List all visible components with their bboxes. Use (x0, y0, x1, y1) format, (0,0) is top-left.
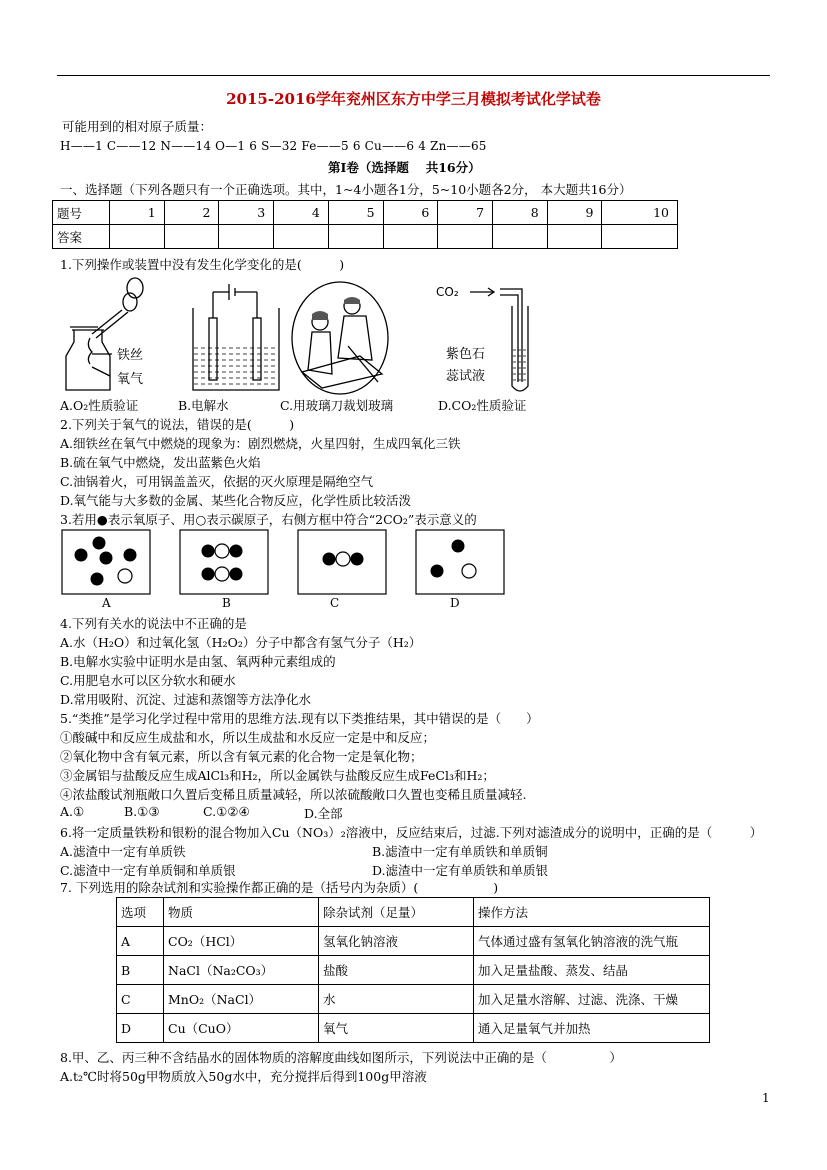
q5-option-b[interactable]: B.①③ (124, 804, 160, 819)
q6-option-b[interactable]: B.滤渣中一定有单质铁和单质铜 (372, 844, 548, 859)
q8-option-a[interactable]: A.t₂℃时将50g甲物质放入50g水中，充分搅拌后得到100g甲溶液 (60, 1069, 427, 1084)
answer-table-number: 2 (164, 201, 219, 225)
q7-cell: 氧气 (319, 1014, 474, 1043)
glass-cutting-figure (290, 280, 390, 398)
q5-option-d[interactable]: D.全部 (304, 806, 343, 821)
litmus-label-line1: 紫色石 (446, 347, 486, 362)
answer-cell[interactable] (438, 225, 493, 249)
q7-table (116, 897, 710, 1043)
answer-table-number: 4 (274, 201, 329, 225)
q7-cell: 气体通过盛有氢氧化钠溶液的洗气瓶 (474, 927, 710, 956)
molecule-box-b (202, 544, 243, 581)
q7-cell: MnO₂（NaCl） (164, 985, 319, 1014)
q5-item-4: ④浓盐酸试剂瓶敞口久置后变稀且质量减轻，所以浓硫酸敞口久置也变稀且质量减轻. (60, 787, 527, 802)
answer-table (52, 200, 678, 249)
answer-cell[interactable] (328, 225, 383, 249)
q1-option-c[interactable]: C.用玻璃刀裁划玻璃 (280, 398, 394, 413)
answer-table-number: 10 (602, 201, 678, 225)
q2-option-d[interactable]: D.氧气能与大多数的金属、某些化合物反应，化学性质比较活泼 (60, 493, 412, 508)
molecule-box-label-c[interactable]: C (330, 596, 340, 610)
q6-stem: 6.将一定质量铁粉和银粉的混合物加入Cu（NO₃）₂溶液中，反应结束后，过滤.下列对滤渣成分的说明中，正确的是（ ） (60, 825, 763, 840)
q7-header-substance: 物质 (164, 898, 319, 927)
molecule-box-d (431, 540, 477, 579)
q7-cell: 通入足量氧气并加热 (474, 1014, 710, 1043)
q5-option-c[interactable]: C.①②④ (203, 804, 250, 819)
q3-stem: 3.若用●表示氧原子、用○表示碳原子，右侧方框中符合“2CO₂”表示意义的 (60, 512, 477, 527)
q7-cell: 水 (319, 985, 474, 1014)
iron-wire-oxygen-figure (60, 272, 170, 397)
q5-option-a[interactable]: A.① (60, 804, 85, 819)
q7-cell: NaCl（Na₂CO₃） (164, 956, 319, 985)
page-title: 2015-2016学年兖州区东方中学三月模拟考试化学试卷 (226, 90, 601, 108)
q7-cell: CO₂（HCl） (164, 927, 319, 956)
atomic-mass-heading: 可能用到的相对原子质量： (62, 119, 213, 134)
q8-stem: 8.甲、乙、丙三种不含结晶水的固体物质的溶解度曲线如图所示，下列说法中正确的是（ ） (60, 1050, 622, 1065)
answer-cell[interactable] (274, 225, 329, 249)
q7-cell[interactable]: C (117, 985, 164, 1014)
q1-stem: 1.下列操作或装置中没有发生化学变化的是( ) (60, 257, 345, 272)
q7-cell: 加入足量水溶解、过滤、洗涤、干燥 (474, 985, 710, 1014)
answer-table-header-label: 题号 (53, 201, 110, 225)
co2-label: CO₂ (436, 285, 459, 299)
q7-cell: 氢氧化钠溶液 (319, 927, 474, 956)
q5-item-1: ①酸碱中和反应生成盐和水，所以生成盐和水反应一定是中和反应； (60, 730, 436, 745)
answer-table-answer-label: 答案 (53, 225, 110, 249)
answer-table-number: 5 (328, 201, 383, 225)
q1-option-d[interactable]: D.CO₂性质验证 (438, 398, 527, 413)
q4-option-d[interactable]: D.常用吸附、沉淀、过滤和蒸馏等方法净化水 (60, 692, 312, 707)
q7-header-option: 选项 (117, 898, 164, 927)
q4-option-c[interactable]: C.用肥皂水可以区分软水和硬水 (60, 673, 236, 688)
answer-cell[interactable] (602, 225, 678, 249)
answer-table-number: 8 (493, 201, 548, 225)
answer-cell[interactable] (164, 225, 219, 249)
oxygen-label: 氧气 (117, 372, 144, 387)
q1-option-b[interactable]: B.电解水 (178, 398, 229, 413)
q1-option-a[interactable]: A.O₂性质验证 (60, 398, 139, 413)
q7-cell: 加入足量盐酸、蒸发、结晶 (474, 956, 710, 985)
q7-stem: 7. 下列选用的除杂试剂和实验操作都正确的是（括号内为杂质）( ) (60, 880, 499, 895)
q6-option-d[interactable]: D.滤渣中一定有单质铁和单质银 (372, 863, 549, 878)
q2-option-c[interactable]: C.油锅着火，可用锅盖盖灭，依据的灭火原理是隔绝空气 (60, 474, 374, 489)
iron-wire-label: 铁丝 (117, 348, 144, 363)
molecule-box-label-b[interactable]: B (222, 596, 231, 610)
q5-stem: 5.“类推”是学习化学过程中常用的思维方法.现有以下类推结果，其中错误的是（ ） (60, 711, 539, 726)
litmus-label-line2: 蕊试液 (446, 369, 486, 384)
q7-header-method: 操作方法 (474, 898, 710, 927)
molecule-box-label-d[interactable]: D (450, 596, 460, 610)
answer-cell[interactable] (493, 225, 548, 249)
q5-item-2: ②氧化物中含有氧元素，所以含有氧元素的化合物一定是氧化物； (60, 749, 423, 764)
answer-table-number: 9 (547, 201, 602, 225)
section-title: 第Ⅰ卷（选择题 共16分） (328, 160, 481, 175)
atomic-mass-list: H——1 C——12 N——14 O—1 6 S—32 Fe——5 6 Cu——6 4 Zn——65 (60, 139, 487, 153)
section-instructions: 一、选择题（下列各题只有一个正确选项。其中，1~4小题各1分，5~10小题各2分， 本大题共16分） (60, 182, 632, 197)
q6-option-c[interactable]: C.滤渣中一定有单质铜和单质银 (60, 863, 236, 878)
answer-table-number: 6 (383, 201, 438, 225)
q4-option-b[interactable]: B.电解水实验中证明水是由氢、氧两种元素组成的 (60, 654, 336, 669)
q2-stem: 2.下列关于氧气的说法，错误的是( ) (60, 417, 295, 432)
electrolysis-figure (183, 278, 288, 396)
answer-table-number: 7 (438, 201, 493, 225)
q7-cell: 盐酸 (319, 956, 474, 985)
answer-cell[interactable] (383, 225, 438, 249)
q7-cell[interactable]: A (117, 927, 164, 956)
molecule-box-label-a[interactable]: A (102, 596, 111, 610)
q6-option-a[interactable]: A.滤渣中一定有单质铁 (60, 844, 186, 859)
page-number: 1 (762, 1091, 770, 1105)
answer-table-number: 1 (110, 201, 165, 225)
q7-cell[interactable]: D (117, 1014, 164, 1043)
molecule-box-c (323, 552, 364, 566)
answer-table-number: 3 (219, 201, 274, 225)
q4-option-a[interactable]: A.水（H₂O）和过氧化氢（H₂O₂）分子中都含有氢气分子（H₂） (60, 635, 422, 650)
q7-header-reagent: 除杂试剂（足量） (319, 898, 474, 927)
answer-cell[interactable] (219, 225, 274, 249)
molecule-boxes-figure (60, 528, 540, 598)
q2-option-b[interactable]: B.硫在氧气中燃烧，发出蓝紫色火焰 (60, 455, 261, 470)
q7-cell[interactable]: B (117, 956, 164, 985)
molecule-box-a (75, 537, 137, 586)
answer-cell[interactable] (547, 225, 602, 249)
q2-option-a[interactable]: A.细铁丝在氧气中燃烧的现象为：剧烈燃烧，火星四射，生成四氧化三铁 (60, 436, 461, 451)
q7-cell: Cu（CuO） (164, 1014, 319, 1043)
q4-stem: 4.下列有关水的说法中不正确的是 (60, 616, 247, 631)
answer-cell[interactable] (110, 225, 165, 249)
q5-item-3: ③金属铝与盐酸反应生成AlCl₃和H₂，所以金属铁与盐酸反应生成FeCl₃和H₂； (60, 768, 495, 783)
header-rule (57, 75, 770, 76)
co2-litmus-figure (436, 282, 546, 396)
